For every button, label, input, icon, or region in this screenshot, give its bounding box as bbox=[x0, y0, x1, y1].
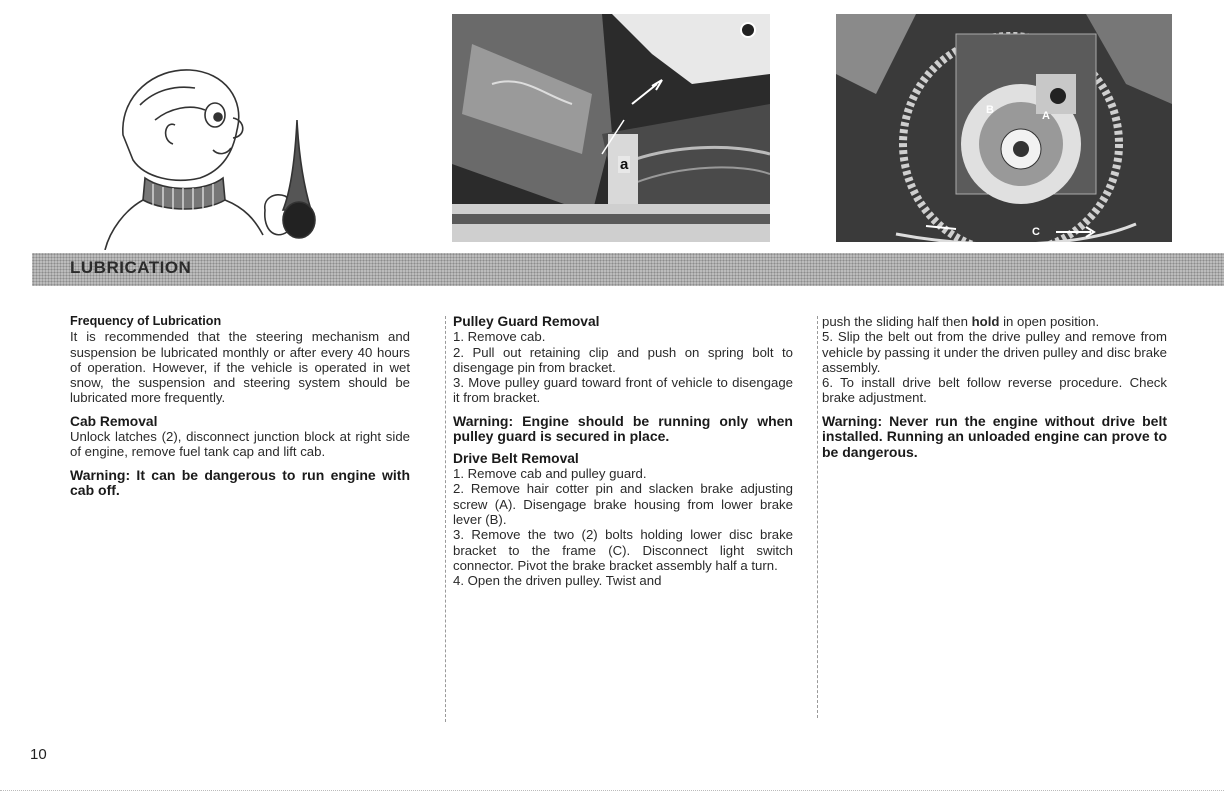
belt-step-continued bbox=[822, 314, 1167, 329]
column-2 bbox=[453, 314, 793, 588]
column-divider bbox=[817, 316, 818, 718]
pulley-guard-heading: Pulley Guard Removal bbox=[453, 314, 600, 329]
engine-compartment-photo bbox=[452, 14, 770, 242]
belt-step: 6. To install drive belt follow reverse procedure. Check brake adjustment. bbox=[822, 375, 1167, 406]
callout-label-a: a bbox=[620, 156, 629, 173]
belt-step: 3. Remove the two (2) bolts holding lower disc brake bracket to the frame (C). Disconnect light switch connector. Pivot the brake bracket assembly half a turn. bbox=[453, 527, 793, 573]
frequency-text: It is recommended that the steering mechanism and suspension be lubricated monthly or after every 40 hours of operation. However, if the vehicle is operated in wet snow, the suspension and steering system should be lubricated more frequently. bbox=[70, 329, 410, 406]
belt-step: 5. Slip the belt out from the drive pulley and remove from vehicle by passing it under the driven pulley and disc brake assembly. bbox=[822, 329, 1167, 375]
pulley-warning: Warning: Engine should be running only when pulley guard is secured in place. bbox=[453, 412, 793, 445]
driven-pulley-photo bbox=[836, 14, 1172, 242]
callout-label-a: A bbox=[1042, 110, 1050, 122]
column-3 bbox=[822, 314, 1167, 466]
cab-removal-heading: Cab Removal bbox=[70, 413, 158, 429]
callout-label-b: B bbox=[986, 104, 994, 116]
pulley-step: 2. Pull out retaining clip and push on spring bolt to disengage pin from bracket. bbox=[453, 344, 793, 375]
callout-label-c: C bbox=[1032, 226, 1040, 238]
column-1 bbox=[70, 314, 410, 505]
page-bottom-rule bbox=[0, 790, 1224, 791]
section-banner bbox=[32, 253, 1224, 286]
frequency-heading: Frequency of Lubrication bbox=[70, 314, 222, 328]
boy-lubricator-illustration bbox=[95, 60, 345, 250]
bold-word: hold bbox=[971, 314, 1000, 329]
continued-text: push the sliding half then bbox=[822, 314, 972, 329]
drive-belt-warning: Warning: Never run the engine without drive belt installed. Running an unloaded engine can prove to be dangerous. bbox=[822, 412, 1167, 460]
section-title: LUBRICATION bbox=[70, 258, 192, 277]
belt-step: 1. Remove cab and pulley guard. bbox=[453, 466, 647, 482]
belt-step: 2. Remove hair cotter pin and slacken brake adjusting screw (A). Disengage brake housing from lower brake lever (B). bbox=[453, 481, 793, 527]
belt-step: 4. Open the driven pulley. Twist and bbox=[453, 573, 662, 589]
drive-belt-heading: Drive Belt Removal bbox=[453, 450, 579, 466]
pulley-step: 3. Move pulley guard toward front of vehicle to disengage it from bracket. bbox=[453, 375, 793, 406]
pulley-step: 1. Remove cab. bbox=[453, 329, 546, 345]
continued-text: in open position. bbox=[999, 314, 1100, 329]
page-number: 10 bbox=[30, 746, 47, 763]
column-divider bbox=[445, 316, 446, 722]
cab-warning: Warning: It can be dangerous to run engine with cab off. bbox=[70, 466, 410, 499]
cab-removal-text: Unlock latches (2), disconnect junction block at right side of engine, remove fuel tank cap and lift cab. bbox=[70, 429, 410, 460]
